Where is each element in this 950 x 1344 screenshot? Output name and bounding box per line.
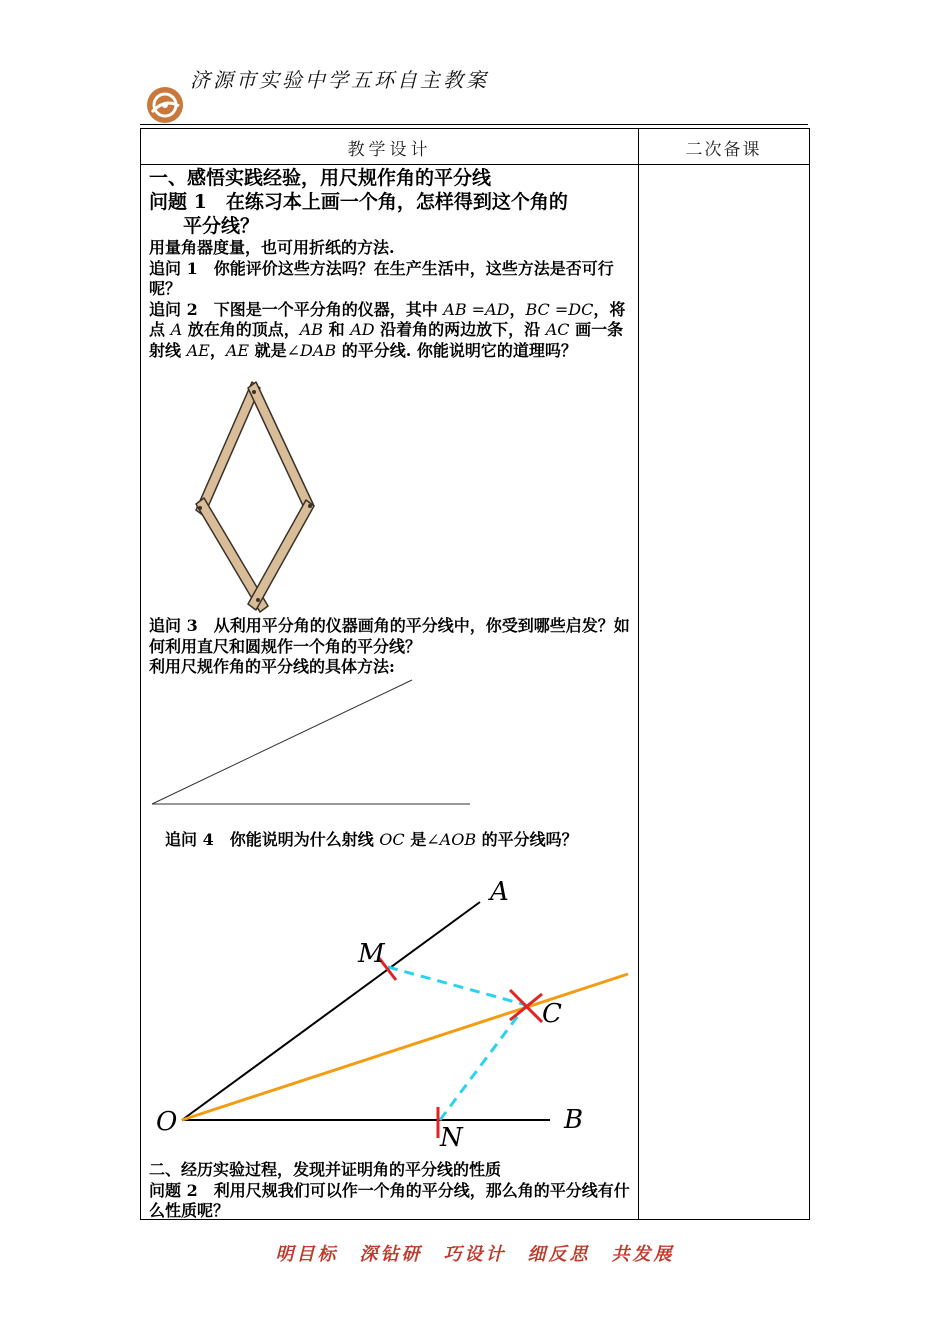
question-2: 问题 2 利用尺规我们可以作一个角的平分线，那么角的平分线有什么性质呢？	[149, 1180, 630, 1220]
label-n: N	[440, 1123, 463, 1153]
question-1-cont: 平分线？	[183, 215, 260, 237]
column-divider	[638, 129, 639, 1219]
rod-lower-right	[248, 500, 314, 610]
content-block-2	[149, 616, 633, 678]
question-1-label: 问题 1	[149, 191, 207, 213]
content-block-1	[149, 166, 633, 361]
segment-mc-dashed	[388, 967, 526, 1005]
practice-angle	[148, 676, 478, 812]
label-c: C	[542, 999, 562, 1029]
footer-motto: 明目标 深钻研 巧设计 细反思 共发展	[275, 1244, 675, 1265]
question-1	[149, 190, 633, 214]
ray-oa	[182, 902, 480, 1120]
ray-oc-bisector	[182, 974, 628, 1120]
header-row-divider	[141, 164, 809, 165]
pivot-top	[252, 390, 256, 394]
section1-title: 一、感悟实践经验，用尺规作角的平分线	[149, 167, 492, 189]
label-o: O	[156, 1107, 178, 1137]
pivot-bottom	[256, 598, 260, 602]
follow-up-2: 追问 2 下图是一个平分角的仪器，其中 AB =AD，BC =DC，将点 A 放在角的顶点，AB 和 AD 沿着角的两边放下，沿 AC 画一条射线 AE，AE 就是∠DAB 的平分线. 你能说明它的道理吗？	[149, 299, 626, 360]
col-header-second-prep: 二次备课	[685, 140, 762, 160]
method-label: 利用尺规作角的平分线的具体方法:	[149, 657, 395, 676]
col-header-teaching-design: 教学设计	[347, 140, 432, 160]
pivot-left	[198, 506, 202, 510]
school-logo-icon	[146, 86, 184, 124]
follow-up-3: 追问 3 从利用平分角的仪器画角的平分线中，你受到哪些启发？如何利用直尺和圆规作一个角的平分线？	[149, 616, 630, 656]
header-rule	[140, 124, 808, 125]
rod-upper-left	[196, 382, 260, 516]
rod-upper-right	[248, 382, 314, 512]
pivot-right	[308, 504, 312, 508]
question-1-text: 在练习本上画一个角，怎样得到这个角的	[225, 191, 568, 213]
school-header-title: 济源市实验中学五环自主教案	[190, 68, 489, 92]
label-m: M	[358, 939, 385, 969]
follow-up-1: 追问 1 你能评价这些方法吗？在生产生活中，这些方法是否可行呢？	[149, 258, 614, 298]
section2-title: 二、经历实验过程，发现并证明角的平分线的性质	[149, 1160, 502, 1179]
content-block-4	[149, 1160, 633, 1222]
bisector-construction-figure	[150, 872, 634, 1156]
follow-up-4: 追问 4 你能说明为什么射线 OC 是∠AOB 的平分线吗？	[165, 830, 578, 849]
label-a: A	[490, 877, 509, 907]
content-block-3	[149, 830, 633, 851]
label-b: B	[564, 1105, 584, 1135]
practice-angle-ray-upper	[152, 680, 412, 804]
angle-bisector-instrument	[186, 378, 322, 614]
answer-1: 用量角器度量，也可用折纸的方法.	[149, 238, 395, 257]
